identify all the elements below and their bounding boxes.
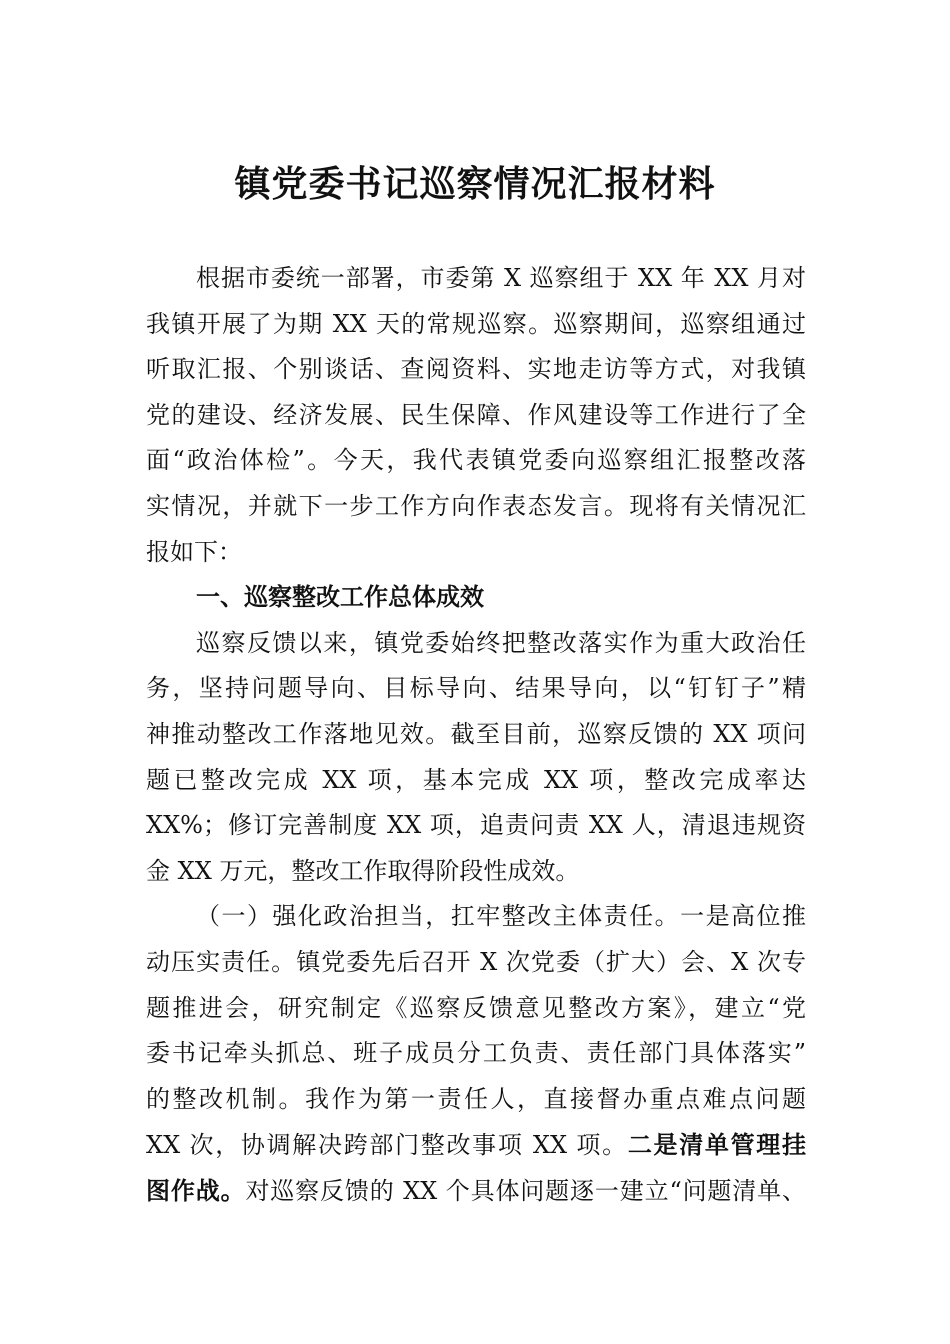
text-line: 的整改机制。我作为第一责任人，直接督办重点难点问题 [146, 1084, 806, 1113]
text-run: XX 次，协调解决跨部门整改事项 XX 项。 [146, 1131, 628, 1160]
paragraph-results [146, 621, 806, 895]
text-line: 报如下： [146, 537, 242, 566]
text-line: 实情况，并就下一步工作方向作表态发言。现将有关情况汇 [146, 491, 806, 520]
document-title: 镇党委书记巡察情况汇报材料 [234, 163, 716, 205]
text-run: 对巡察反馈的 XX 个具体问题逐一建立“问题清单、 [245, 1176, 807, 1205]
text-line: 巡察反馈以来，镇党委始终把整改落实作为重大政治任 [196, 628, 806, 657]
text-line: 我镇开展了为期 XX 天的常规巡察。巡察期间，巡察组通过 [146, 309, 806, 338]
paragraph-responsibility [146, 894, 806, 1213]
text-line: 动压实责任。镇党委先后召开 X 次党委（扩大）会、X 次专 [146, 947, 806, 976]
bold-run: 二是清单管理挂 [627, 1130, 807, 1160]
text-line: 务，坚持问题导向、目标导向、结果导向，以“钉钉子”精 [146, 674, 806, 703]
text-line: 党的建设、经济发展、民生保障、作风建设等工作进行了全 [146, 400, 806, 429]
text-line: 题已整改完成 XX 项，基本完成 XX 项，整改完成率达 [146, 765, 806, 794]
text-line: 金 XX 万元，整改工作取得阶段性成效。 [146, 856, 580, 885]
text-line: 委书记牵头抓总、班子成员分工负责、责任部门具体落实” [146, 1039, 806, 1068]
text-line: 神推动整改工作落地见效。截至目前，巡察反馈的 XX 项问 [146, 719, 806, 748]
text-line: 听取汇报、个别谈话、查阅资料、实地走访等方式，对我镇 [146, 355, 806, 384]
text-line: 题推进会，研究制定《巡察反馈意见整改方案》，建立“党 [146, 993, 806, 1022]
text-line: 根据市委统一部署，市委第 X 巡察组于 XX 年 XX 月对 [196, 264, 806, 292]
section-heading: 一、巡察整改工作总体成效 [196, 583, 484, 612]
text-line: （一）强化政治担当，扛牢整改主体责任。一是高位推 [196, 902, 806, 931]
text-line-mixed [146, 1168, 806, 1214]
bold-run: 图作战。 [146, 1175, 246, 1205]
text-line: XX%；修订完善制度 XX 项，追责问责 XX 人，清退违规资 [146, 811, 806, 840]
text-line-mixed [146, 1122, 806, 1168]
paragraph-intro [146, 256, 806, 575]
document-body [146, 256, 806, 1213]
text-line: 面“政治体检”。今天，我代表镇党委向巡察组汇报整改落 [146, 446, 806, 475]
